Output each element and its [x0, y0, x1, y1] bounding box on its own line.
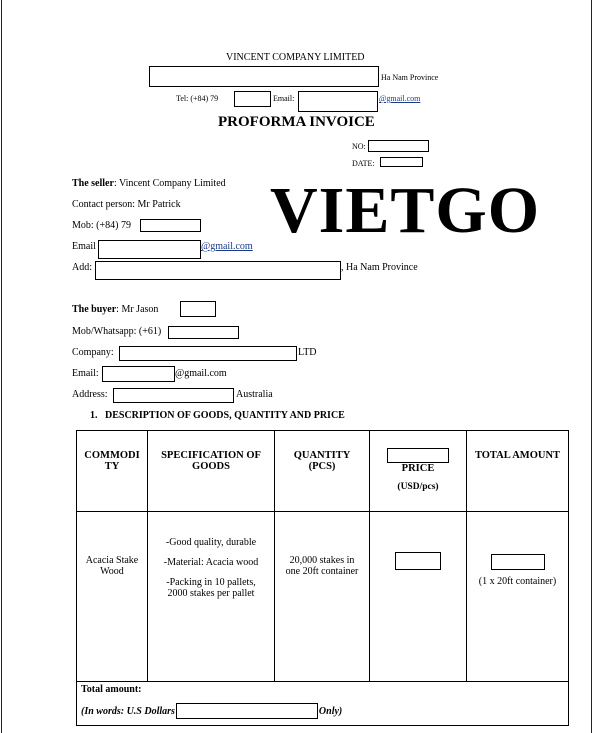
page-border-right	[591, 0, 592, 733]
commodity-line1: Acacia Stake	[85, 555, 139, 566]
buyer-email-redaction	[102, 366, 175, 382]
in-words-prefix: (In words: U.S Dollars	[81, 705, 175, 717]
total-note: (1 x 20ft container)	[478, 576, 557, 587]
buyer-address-label: Address:	[72, 389, 108, 400]
buyer-name: : Mr Jason	[116, 304, 159, 315]
spec-item-1: -Good quality, durable	[165, 537, 257, 548]
cell-price	[370, 512, 467, 682]
no-field	[368, 140, 429, 152]
page-border-left	[1, 0, 2, 733]
seller-name: : Vincent Company Limited	[113, 178, 226, 189]
section-number: 1.	[90, 410, 98, 421]
cell-total	[467, 512, 569, 682]
seller-add-redaction	[95, 261, 341, 280]
seller-label: The seller	[72, 178, 114, 189]
total-amount-label: Total amount:	[81, 684, 142, 695]
seller-line	[72, 178, 226, 189]
header-total	[467, 431, 569, 512]
no-label: NO:	[352, 142, 366, 151]
cell-specification	[148, 512, 275, 682]
goods-table	[76, 430, 569, 726]
buyer-address-redaction	[113, 388, 234, 403]
section-title: DESCRIPTION OF GOODS, QUANTITY AND PRICE	[105, 410, 345, 421]
price-redaction	[395, 552, 441, 570]
seller-mob-redaction	[140, 219, 201, 232]
buyer-company-label: Company:	[72, 347, 114, 358]
vietgo-watermark: VIETGO	[270, 174, 541, 247]
commodity-line2: Wood	[100, 566, 124, 577]
header-spec-line2: GOODS	[192, 461, 230, 472]
qty-line1: 20,000 stakes in	[289, 555, 355, 566]
in-words-suffix: Only)	[318, 705, 343, 717]
table-row	[77, 512, 569, 682]
buyer-mob-redaction	[168, 326, 239, 339]
header-specification	[148, 431, 275, 512]
table-header-row	[77, 431, 569, 512]
buyer-company-redaction	[119, 346, 297, 361]
header-quantity	[275, 431, 370, 512]
buyer-line	[72, 304, 158, 315]
spec-item-3-line2: 2000 stakes per pallet	[167, 588, 255, 599]
spec-item-3-line1: -Packing in 10 pallets,	[166, 577, 256, 588]
company-tel-redaction	[234, 91, 271, 107]
buyer-mob-label: Mob/Whatsapp: (+61)	[72, 326, 162, 337]
seller-email-domain[interactable]: @gmail.com	[201, 241, 253, 252]
company-tel-label: Tel: (+84) 79	[176, 94, 219, 103]
seller-contact: Contact person: Mr Patrick	[72, 199, 181, 210]
doc-title: PROFORMA INVOICE	[218, 114, 375, 130]
buyer-email-domain: @gmail.com	[175, 368, 227, 379]
in-words-line	[81, 703, 568, 719]
total-redaction	[491, 554, 545, 570]
table-footer-row	[77, 682, 569, 726]
header-spec-line1: SPECIFICATION OF	[161, 450, 261, 461]
company-email-label: Email:	[273, 94, 295, 103]
buyer-email-label: Email:	[72, 368, 99, 379]
spec-item-2: -Material: Acacia wood	[163, 557, 259, 568]
header-price-line2: (USD/pcs)	[397, 482, 439, 492]
buyer-label: The buyer	[72, 304, 117, 315]
buyer-name-redaction	[180, 301, 216, 317]
seller-mob-label: Mob: (+84) 79	[72, 220, 131, 231]
cell-quantity	[275, 512, 370, 682]
date-label: DATE:	[352, 159, 375, 168]
buyer-company-suffix: LTD	[298, 347, 317, 358]
header-price	[370, 431, 467, 512]
seller-email-label: Email	[72, 241, 96, 252]
header-commodity-line1: COMMODI	[84, 450, 140, 461]
cell-total-amount	[77, 682, 569, 726]
in-words-redaction	[176, 703, 318, 719]
header-commodity-line2: TY	[104, 461, 120, 472]
buyer-address-suffix: Australia	[236, 389, 273, 400]
header-qty-line1: QUANTITY	[293, 450, 351, 461]
seller-add-label: Add:	[72, 262, 92, 273]
company-email-redaction	[298, 91, 378, 112]
header-price-line1: PRICE	[401, 463, 435, 474]
section-heading	[90, 410, 345, 421]
company-name: VINCENT COMPANY LIMITED	[226, 52, 365, 63]
seller-add-suffix: , Ha Nam Province	[341, 262, 418, 273]
company-address-redaction	[149, 66, 379, 87]
cell-commodity	[77, 512, 148, 682]
seller-email-redaction	[98, 240, 201, 259]
date-field	[380, 157, 423, 167]
qty-line2: one 20ft container	[285, 566, 359, 577]
header-commodity	[77, 431, 148, 512]
header-total-label: TOTAL AMOUNT	[474, 450, 561, 461]
company-address-suffix: Ha Nam Province	[381, 73, 439, 82]
company-email-domain[interactable]: @gmail.com	[379, 94, 421, 103]
header-qty-line2: (PCS)	[308, 461, 336, 472]
price-header-redaction	[387, 448, 449, 463]
